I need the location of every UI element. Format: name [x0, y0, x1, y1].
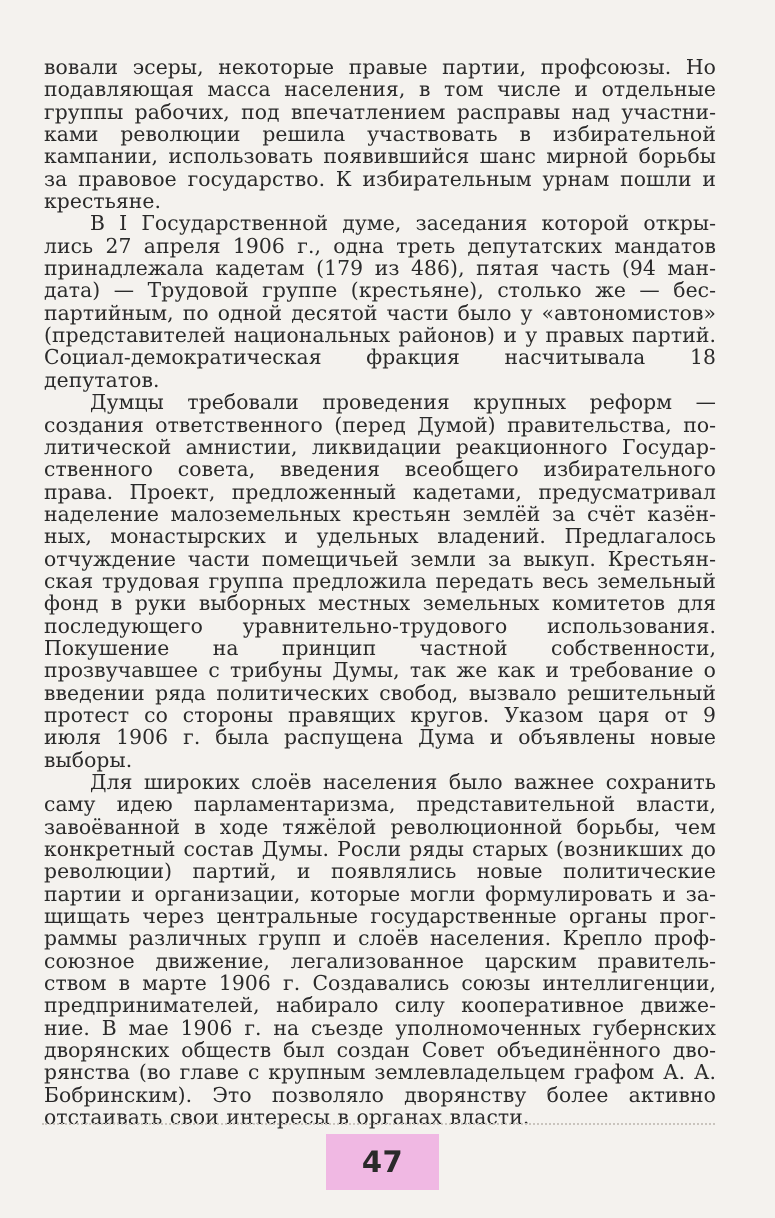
paragraph-4: Для широких слоёв населения было важнее сохранить саму идею парламентаризма, представительной власти, завоёванной в ходе тяжёлой революционной борьбы, чем конкретный состав Думы. Росли ряды старых (возникших до революции) партий, и появлялись новые политические партии и организации, которые могли формулировать и защищать через центральные государственные органы программы различных групп и слоёв населения. Крепло профсоюзное движение, легализованное царским правительством в марте 1906 г. Создавались союзы интеллигенции, предпринимателей, набирало силу кооперативное движение. В мае 1906 г. на съезде уполномоченных губернских дворянских обществ был создан Совет объединённого дворянства (во главе с крупным землевладельцем графом А. А. Бобринским). Это позволяло дворянству более активно отстаивать свои интересы в органах власти. [44, 770, 716, 1130]
page-number-badge [326, 1134, 439, 1190]
page-number: 47 [361, 1145, 404, 1179]
paragraph-3: Думцы требовали проведения крупных реформ — создания ответственного (перед Думой) правительства, политической амнистии, ликвидации реакционного Государственного совета, введения всеобщего избирательного права. Проект, предложенный кадетами, предусматривал наделение малоземельных крестьян землёй за счёт казённых, монастырских и удельных владений. Предлагалось отчуждение части помещичьей земли за выкуп. Крестьянская трудовая группа предложила передать весь земельный фонд в руки выборных местных земельных комитетов для последующего уравнительно-трудового использования. Покушение на принцип частной собственности, прозвучавшее с трибуны Думы, так же как и требование о введении ряда политических свобод, вызвало решительный протест со стороны правящих кругов. Указом царя от 9 июля 1906 г. была распущена Дума и объявлены новые выборы. [44, 390, 716, 772]
paragraph-1: вовали эсеры, некоторые правые партии, профсоюзы. Но подавляющая масса населения, в том числе и отдельные группы рабочих, под впечатлением расправы над участниками революции решила участвовать в избирательной кампании, использовать появившийся шанс мирной борьбы за правовое государство. К избирательным урнам пошли и крестьяне. [44, 55, 716, 214]
paragraph-2: В I Государственной думе, заседания которой открылись 27 апреля 1906 г., одна треть депутатских мандатов принадлежала кадетам (179 из 486), пятая часть (94 мандата) — Трудовой группе (крестьяне), столько же — беспартийным, по одной десятой части было у «автономистов» (представителей национальных районов) и у правых партий. Социал-демократическая фракция насчитывала 18 депутатов. [44, 211, 716, 392]
footer-divider [42, 1123, 715, 1125]
body-text [44, 56, 716, 1129]
